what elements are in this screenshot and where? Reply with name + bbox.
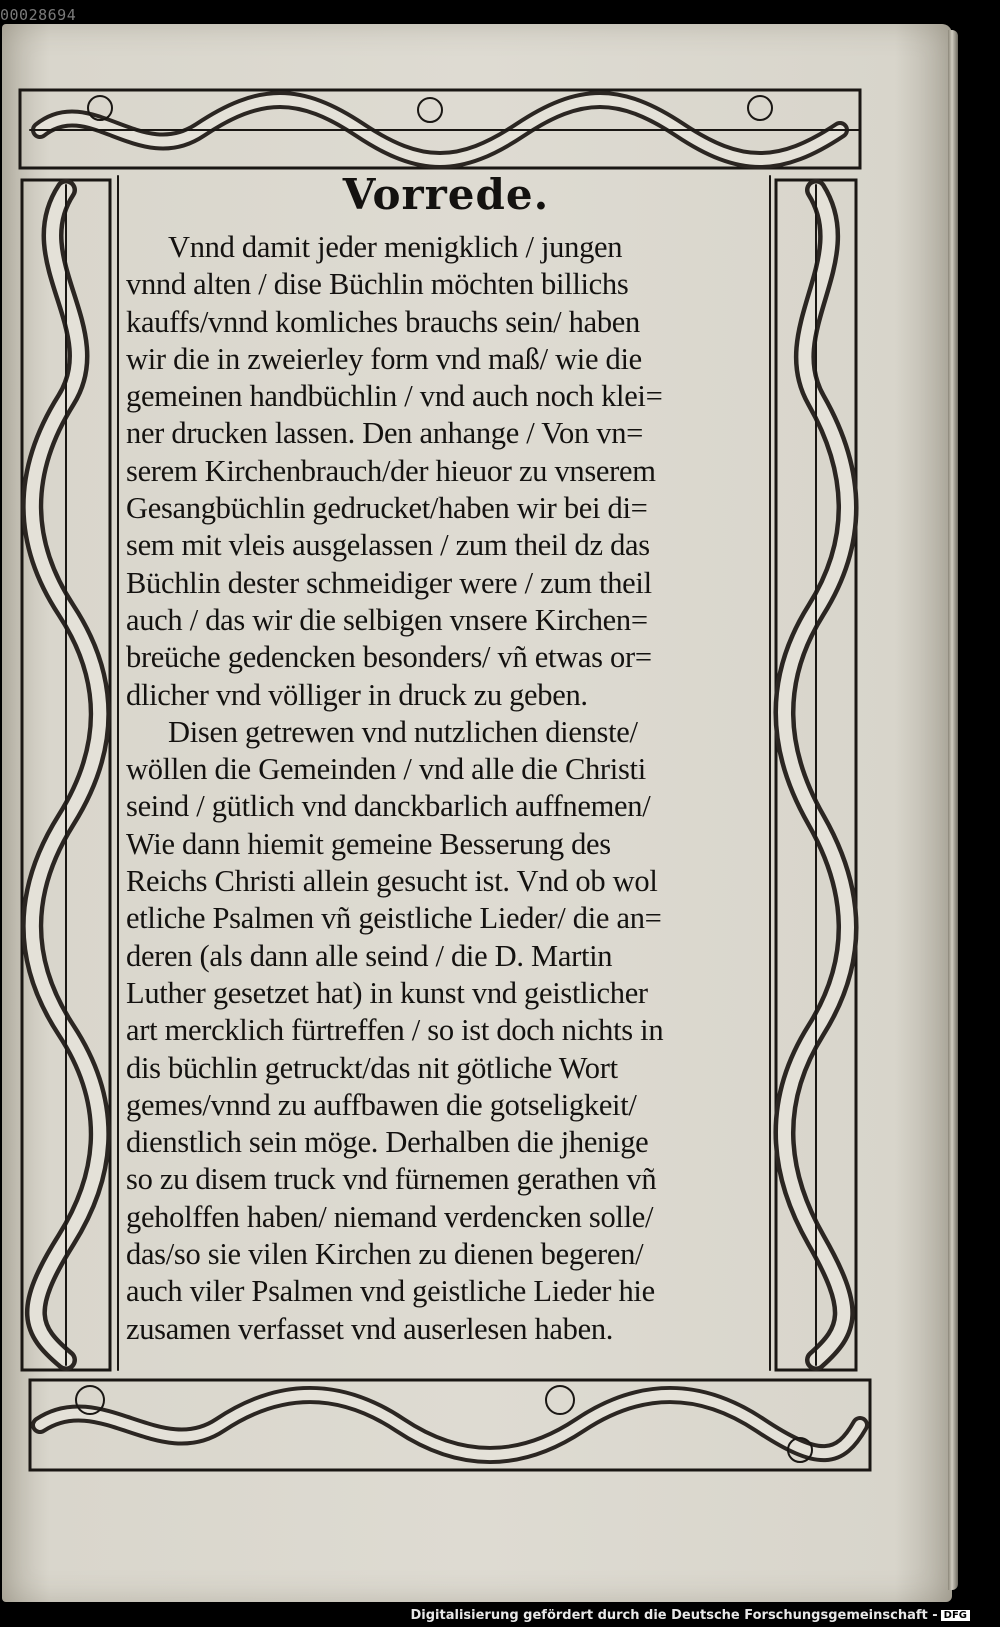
text-line: zusamen verfasset vnd auserlesen haben.	[126, 1311, 614, 1346]
text-line: gemeinen handbüchlin / vnd auch noch klei=	[126, 379, 663, 414]
text-line: dlicher vnd völliger in druck zu geben.	[126, 677, 588, 712]
text-line: Wie dann hiemit gemeine Besserung des	[126, 826, 611, 861]
text-line: serem Kirchenbrauch/der hieuor zu vnserem	[126, 453, 656, 488]
text-line: vnnd alten / dise Büchlin möchten billichs	[126, 267, 629, 302]
page-heading: Vorrede.	[342, 170, 550, 219]
preface-text	[126, 170, 766, 1370]
text-line: dienstlich sein möge. Derhalben die jhenige	[126, 1125, 649, 1160]
text-line: ner drucken lassen. Den anhange / Von vn=	[126, 416, 644, 451]
credit-text: Digitalisierung gefördert durch die Deutsche Forschungsgemeinschaft -	[410, 1608, 938, 1623]
text-line: wir die in zweierley form vnd maß/ wie die	[126, 341, 642, 376]
digitization-credit	[411, 1608, 971, 1623]
preface-paragraph-2	[126, 714, 766, 1348]
text-line: das/so sie vilen Kirchen zu dienen begeren/	[126, 1237, 644, 1272]
text-line: wöllen die Gemeinden / vnd alle die Christi	[126, 752, 646, 787]
text-line: etliche Psalmen vñ geistliche Lieder/ die an=	[126, 901, 662, 936]
text-line: auch / das wir die selbigen vnsere Kirchen=	[126, 602, 648, 637]
text-line: Luther gesetzet hat) in kunst vnd geistlicher	[126, 975, 648, 1010]
text-line: breüche gedencken besonders/ vñ etwas or=	[126, 640, 652, 675]
scan-id-label: 00028694	[0, 6, 77, 24]
text-line: Büchlin dester schmeidiger were / zum theil	[126, 565, 652, 600]
preface-paragraph-1	[126, 229, 766, 714]
text-line: auch viler Psalmen vnd geistliche Lieder hie	[126, 1274, 655, 1309]
text-line: Disen getrewen vnd nutzlichen dienste/	[168, 714, 638, 749]
text-line: Gesangbüchlin gedrucket/haben wir bei di=	[126, 491, 648, 526]
text-line: dis büchlin getruckt/das nit götliche Wort	[126, 1050, 618, 1085]
text-line: deren (als dann alle seind / die D. Martin	[126, 938, 613, 973]
text-line: sem mit vleis ausgelassen / zum theil dz das	[126, 528, 650, 563]
text-line: Reichs Christi allein gesucht ist. Vnd ob wol	[126, 864, 658, 899]
dfg-logo: DFG	[941, 1610, 970, 1621]
text-line: geholffen haben/ niemand verdencken solle/	[126, 1199, 654, 1234]
text-line: art mercklich fürtreffen / so ist doch nichts in	[126, 1013, 664, 1048]
text-line: so zu disem truck vnd fürnemen gerathen vñ	[126, 1162, 657, 1197]
text-line: seind / gütlich vnd danckbarlich auffnemen/	[126, 789, 651, 824]
text-line: kauffs/vnnd komliches brauchs sein/ haben	[126, 304, 640, 339]
text-line: Vnnd damit jeder menigklich / jungen	[168, 230, 623, 264]
text-line: gemes/vnnd zu auffbawen die gotseligkeit/	[126, 1087, 637, 1122]
